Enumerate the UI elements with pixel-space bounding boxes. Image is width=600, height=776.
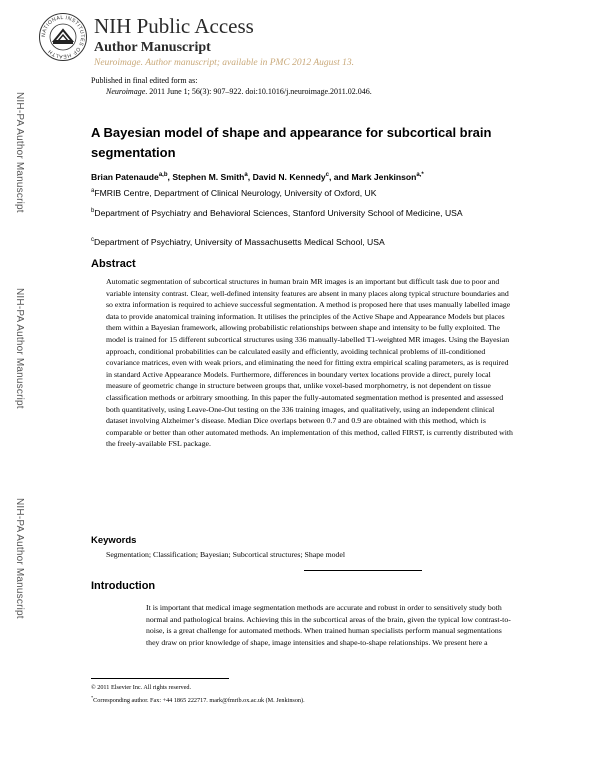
- journal-name: Neuroimage: [106, 87, 146, 96]
- introduction-heading: Introduction: [91, 580, 156, 592]
- keywords-list: Segmentation; Classification; Bayesian; Subcortical structures; Shape model: [106, 550, 346, 559]
- introduction-body: It is important that medical image segmentation methods are accurate and robust in order to sensitively study both normal and pathological brains. Achieving this in the subcortical areas of the brain, given the typical low contrast-to-noise, is a great challenge for automated methods. When trained human specialists perform manual segmentations they draw on prior knowledge of shape, image intensities and shape-to-shape relationships. We present here a: [146, 603, 511, 647]
- abstract-body: Automatic segmentation of subcortical structures in human brain MR images is an important but difficult task due to poor and variable intensity contrast. Clear, well-defined intensity features are absent in many places along typical structure boundaries and so extra information is required to achieve successful segmentation. A method is proposed here that uses manually labelled image data to provide anatomical training information. It utilises the principles of the Active Shape and Appearance Models but places them within a Bayesian framework, allowing probabilistic relationships between shape and intensity to be fully exploited. The model is trained for 15 different subcortical structures using 336 manually-labelled T1-weighted MR images. Using the Bayesian approach, conditional probabilities can be calculated easily and efficiently, avoiding technical problems of ill-conditioned covariance matrices, even with weak priors, and eliminating the need for fitting extra empirical scaling parameters, as is required in standard Active Appearance Models. Furthermore, differences in boundary vertex locations provide a direct, purely local measure of geometric change in structure between groups that, unlike voxel-based morphometry, is not dependent on tissue classification methods or arbitrary smoothing. In this paper the fully-automated segmentation method is presented and assessed both quantitatively, using Leave-One-Out testing on the 336 training images, and qualitatively, using an independent clinical dataset involving Alzheimer’s disease. Median Dice overlaps between 0.7 and 0.9 are obtained with this method, which is comparable or better than other automated methods. An implementation of this method, called FIRST, is currently distributed with the freely-available FSL package.: [106, 277, 513, 449]
- author-affil-mark: a,*: [416, 172, 424, 179]
- author-name: Brian Patenaude: [91, 172, 159, 182]
- author-separator: ,: [247, 172, 253, 182]
- affiliation-mark: b: [91, 208, 95, 215]
- author-name: Mark Jenkinson: [351, 172, 417, 182]
- keywords-heading: Keywords: [91, 535, 137, 546]
- affiliation-text: Department of Psychiatry and Behavioral Sciences, Stanford University School of Medicine, USA: [94, 208, 463, 218]
- affiliation-mark: a: [91, 188, 95, 195]
- author-affil-mark: c: [325, 172, 329, 179]
- footnote-divider: [91, 678, 229, 679]
- side-watermark: NIH-PA Author Manuscript: [14, 498, 25, 619]
- author-affil-mark: a: [244, 172, 248, 179]
- manuscript-status: Neuroimage. Author manuscript; available in PMC 2012 August 13.: [94, 58, 355, 68]
- author-separator: , and: [329, 172, 352, 182]
- author-manuscript-label: Author Manuscript: [94, 40, 211, 55]
- author-affil-mark: a,b: [158, 172, 168, 179]
- affiliation: [91, 187, 531, 200]
- side-watermark: NIH-PA Author Manuscript: [14, 288, 25, 409]
- section-divider: [304, 570, 422, 571]
- citation-details: . 2011 June 1; 56(3): 907–922. doi:10.1016/j.neuroimage.2011.02.046.: [145, 87, 372, 96]
- affiliation-mark: c: [91, 237, 95, 244]
- author-name: David N. Kennedy: [252, 172, 326, 182]
- nih-public-access-title: NIH Public Access: [94, 14, 254, 38]
- svg-text:NATIONAL INSTITUTES OF HEALTH: [41, 15, 85, 59]
- author-name: Stephen M. Smith: [172, 172, 245, 182]
- footnote-mark: *: [91, 694, 94, 700]
- corresponding-author-note: [91, 694, 305, 704]
- affiliation-text: FMRIB Centre, Department of Clinical Neurology, University of Oxford, UK: [94, 188, 377, 198]
- corresponding-author-text: Corresponding author. Fax: +44 1865 222717. mark@fmrib.ox.ac.uk (M. Jenkinson).: [93, 697, 305, 704]
- author-list: [91, 172, 424, 182]
- logo-ring-text: NATIONAL INSTITUTES OF HEALTH: [40, 14, 86, 60]
- nih-logo: [38, 12, 88, 62]
- side-watermark: NIH-PA Author Manuscript: [14, 92, 25, 213]
- paper-title: A Bayesian model of shape and appearance for subcortical brain segmentation: [91, 125, 492, 160]
- affiliation-text: Department of Psychiatry, University of Massachusetts Medical School, USA: [94, 237, 385, 247]
- author-separator: ,: [167, 172, 173, 182]
- published-label: Published in final edited form as:: [91, 76, 198, 85]
- nih-seal-icon: [38, 12, 88, 62]
- affiliation: [91, 236, 531, 249]
- abstract-heading: Abstract: [91, 258, 136, 270]
- copyright-note: © 2011 Elsevier Inc. All rights reserved.: [91, 684, 192, 691]
- citation: [106, 87, 372, 96]
- affiliation: [91, 207, 531, 220]
